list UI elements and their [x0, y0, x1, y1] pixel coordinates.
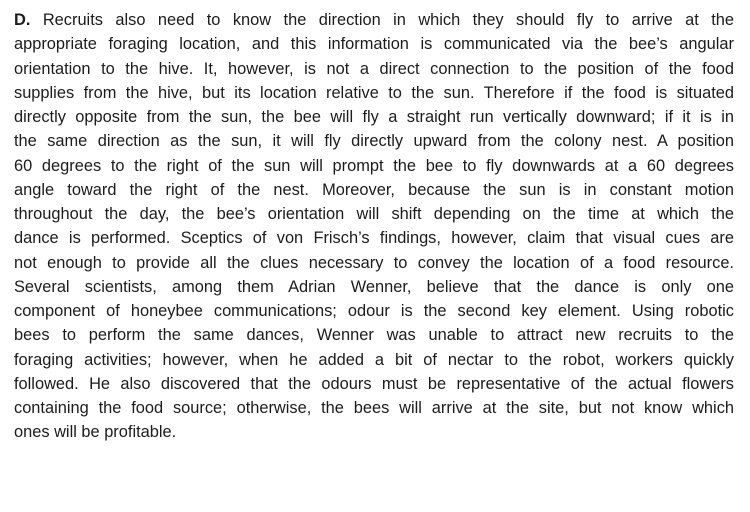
text-line: Several scientists, among them Adrian Wenner, believe that the dance is only one	[14, 277, 734, 296]
text-line	[14, 8, 734, 32]
text-line: 60 degrees to the right of the sun will prompt the bee to fly downwards at a 60 degrees	[14, 156, 734, 175]
text-line: supplies from the hive, but its location relative to the sun. Therefore if the food is situated	[14, 83, 734, 102]
text-line: the same direction as the sun, it will fly directly upward from the colony nest. A position	[14, 132, 734, 151]
paragraph-d	[14, 8, 734, 445]
text-line: foraging activities; however, when he added a bit of nectar to the robot, workers quickly	[14, 350, 734, 369]
text-line: component of honeybee communications; odour is the second key element. Using robotic	[14, 302, 734, 320]
text-line: dance is performed. Sceptics of von Frisch’s findings, however, claim that visual cues are	[14, 229, 734, 248]
text-line: appropriate foraging location, and this information is communicated via the bee’s angular	[14, 35, 734, 54]
text-line-content: Recruits also need to know the direction in which they should fly to arrive at the	[30, 11, 734, 29]
text-line: orientation to the hive. It, however, is not a direct connection to the position of the food	[14, 59, 734, 78]
text-line: angle toward the right of the nest. Moreover, because the sun is in constant motion	[14, 180, 734, 199]
text-line: throughout the day, the bee’s orientation will shift depending on the time at which the	[14, 205, 734, 223]
text-line: followed. He also discovered that the odours must be representative of the actual flowers	[14, 374, 734, 393]
paragraph-label: D.	[14, 11, 31, 29]
text-line: containing the food source; otherwise, the bees will arrive at the site, but not know which	[14, 399, 734, 417]
text-line: directly opposite from the sun, the bee will fly a straight run vertically downward; if it is in	[14, 108, 734, 126]
text-line-last: ones will be profitable.	[14, 423, 177, 442]
text-line: not enough to provide all the clues necessary to convey the location of a food resource.	[14, 253, 734, 272]
text-line: bees to perform the same dances, Wenner was unable to attract new recruits to the	[14, 326, 734, 345]
